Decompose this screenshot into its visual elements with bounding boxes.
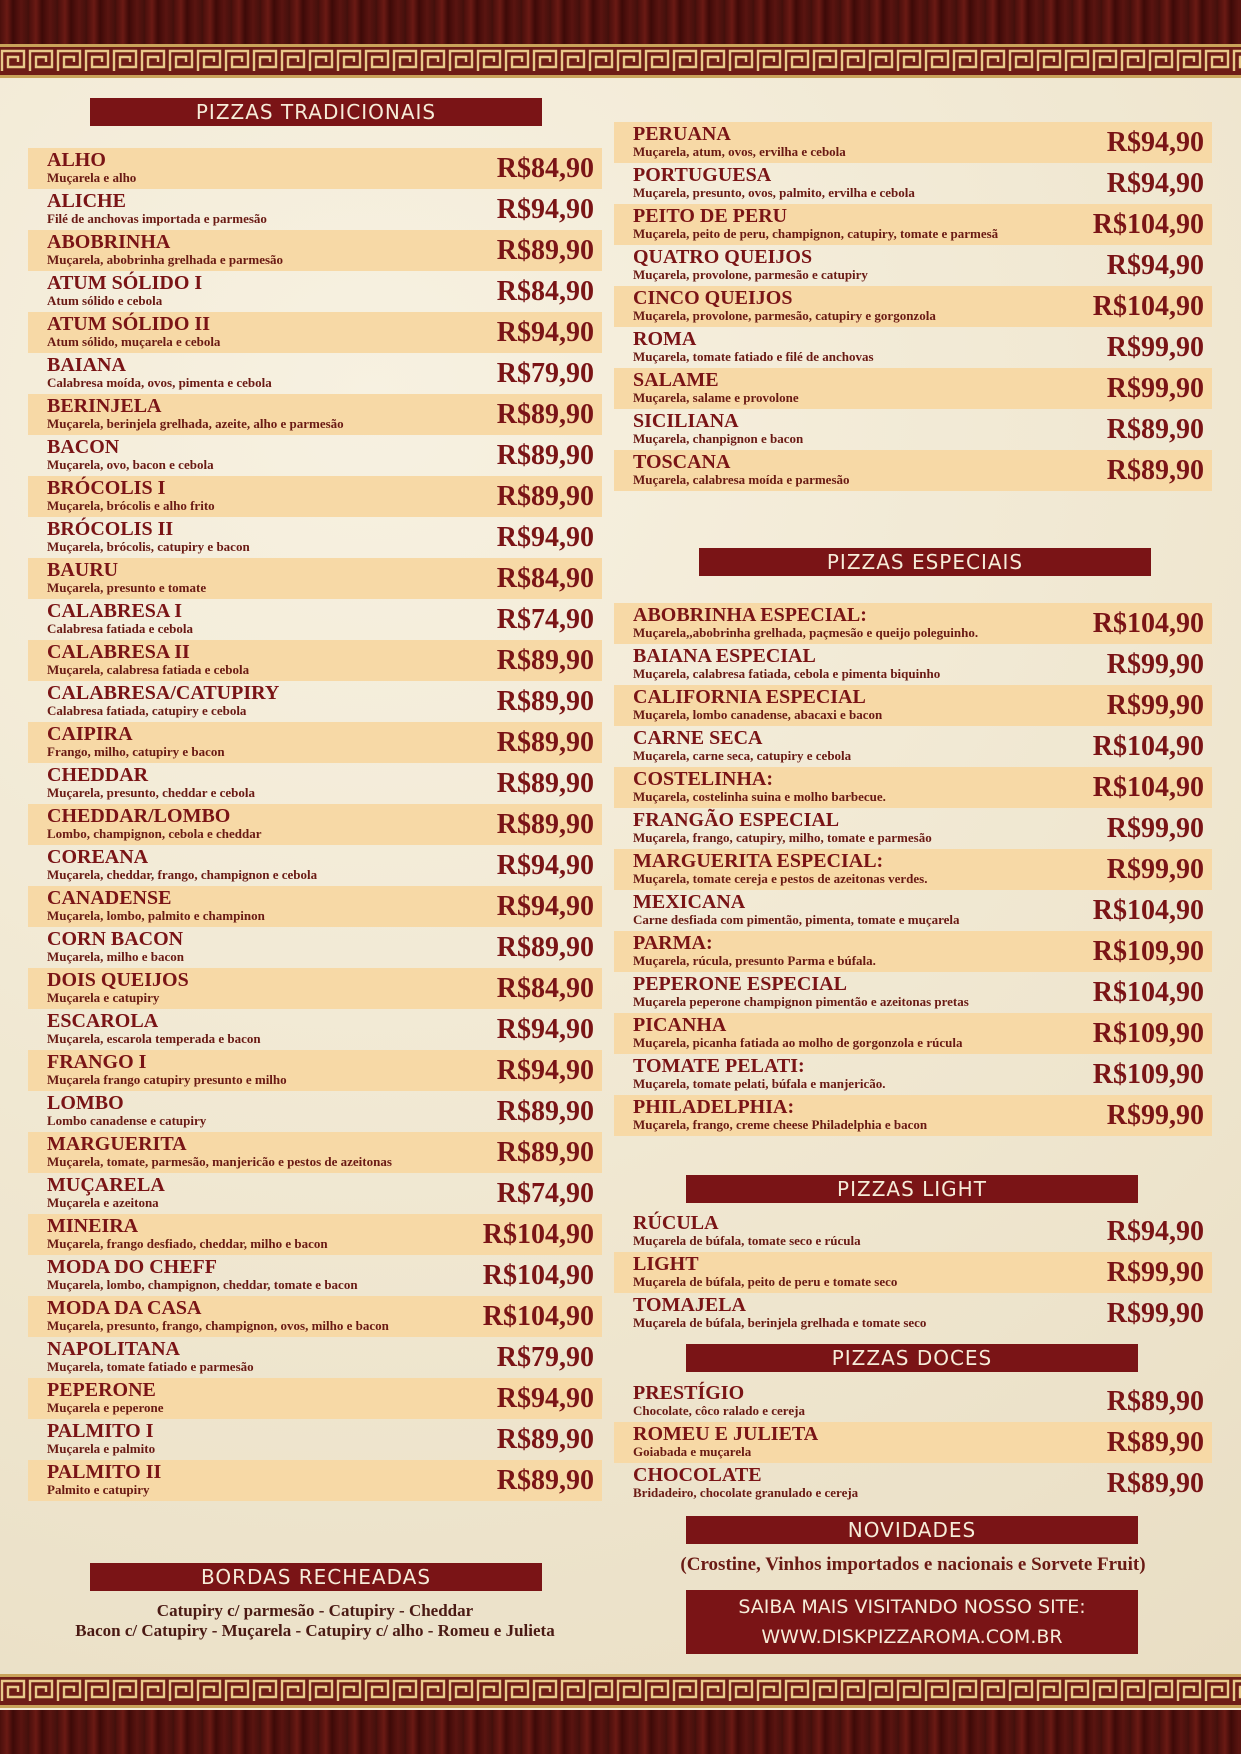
list-pizzas-doces	[614, 1381, 1212, 1504]
menu-item-row	[614, 1381, 1212, 1422]
menu-item-description: Muçarela de búfala, tomate seco e rúcula	[633, 1233, 861, 1248]
list-pizzas-tradicionais-continued	[614, 122, 1212, 491]
menu-item-price: R$89,90	[496, 481, 594, 512]
menu-item-row	[28, 271, 602, 312]
menu-item-description: Muçarela, presunto e tomate	[47, 580, 207, 595]
menu-item-description: Muçarela, brócolis e alho frito	[47, 498, 215, 513]
menu-item-description: Muçarela, peito de peru, champignon, catupiry, tomate e parmesã	[633, 226, 999, 241]
menu-item-description: Chocolate, côco ralado e cereja	[633, 1403, 805, 1418]
menu-item-row	[614, 931, 1212, 972]
menu-item-row	[28, 476, 602, 517]
menu-item-row	[614, 808, 1212, 849]
menu-item-name: BAURU	[47, 559, 119, 581]
menu-item-row	[614, 685, 1212, 726]
menu-item-name: PEITO DE PERU	[633, 205, 788, 227]
menu-item-price: R$104,90	[1092, 291, 1204, 322]
menu-item-description: Muçarela, ovo, bacon e cebola	[47, 457, 214, 472]
menu-item-description: Palmito e catupiry	[47, 1482, 150, 1497]
menu-item-row	[614, 1211, 1212, 1252]
menu-item-price: R$89,90	[496, 235, 594, 266]
menu-item-description: Muçarela e catupiry	[47, 990, 160, 1005]
menu-item-description: Muçarela peperone champignon pimentão e azeitonas pretas	[633, 994, 969, 1009]
website-box	[686, 1590, 1138, 1654]
list-pizzas-tradicionais	[28, 148, 602, 1501]
menu-item-row	[28, 1378, 602, 1419]
menu-item-price: R$104,90	[482, 1260, 594, 1291]
menu-item-description: Muçarela, picanha fatiada ao molho de gorgonzola e rúcula	[633, 1035, 963, 1050]
menu-item-price: R$94,90	[1106, 127, 1204, 158]
menu-item-row	[614, 890, 1212, 931]
menu-item-description: Muçarela, berinjela grelhada, azeite, alho e parmesão	[47, 416, 344, 431]
menu-item-name: CINCO QUEIJOS	[633, 287, 793, 309]
menu-item-price: R$104,90	[1092, 895, 1204, 926]
menu-item-name: ALHO	[47, 149, 106, 171]
menu-item-row	[614, 767, 1212, 808]
menu-item-price: R$89,90	[496, 1424, 594, 1455]
menu-item-row	[614, 1422, 1212, 1463]
menu-item-name: LOMBO	[47, 1092, 124, 1114]
menu-item-description: Muçarela, calabresa moída e parmesão	[633, 472, 850, 487]
menu-item-name: ABOBRINHA ESPECIAL:	[633, 604, 867, 626]
menu-item-row	[28, 1091, 602, 1132]
menu-item-description: Bridadeiro, chocolate granulado e cereja	[633, 1485, 859, 1500]
menu-item-name: MODA DA CASA	[47, 1297, 202, 1319]
menu-item-name: ESCAROLA	[47, 1010, 159, 1032]
menu-item-row	[28, 394, 602, 435]
menu-item-row	[28, 148, 602, 189]
menu-item-name: PHILADELPHIA:	[633, 1096, 795, 1118]
menu-item-name: PEPERONE ESPECIAL	[633, 973, 847, 995]
menu-item-row	[28, 763, 602, 804]
menu-item-description: Calabresa fatiada e cebola	[47, 621, 193, 636]
menu-item-description: Atum sólido, muçarela e cebola	[47, 334, 221, 349]
menu-item-price: R$89,90	[1106, 1468, 1204, 1499]
menu-item-name: PICANHA	[633, 1014, 727, 1036]
menu-item-description: Muçarela, frango, catupiry, milho, tomate e parmesão	[633, 830, 932, 845]
menu-item-row	[28, 722, 602, 763]
menu-item-row	[614, 1252, 1212, 1293]
menu-item-name: BAIANA	[47, 354, 126, 376]
menu-item-row	[614, 1095, 1212, 1136]
menu-item-name: CANADENSE	[47, 887, 172, 909]
menu-item-row	[28, 927, 602, 968]
menu-item-row	[28, 599, 602, 640]
menu-item-row	[28, 1009, 602, 1050]
menu-item-row	[28, 558, 602, 599]
menu-item-name: TOMATE PELATI:	[633, 1055, 805, 1077]
menu-item-description: Muçarela, chanpignon e bacon	[633, 431, 804, 446]
menu-item-name: NAPOLITANA	[47, 1338, 180, 1360]
menu-item-name: BERINJELA	[47, 395, 162, 417]
menu-item-row	[614, 245, 1212, 286]
menu-item-name: MUÇARELA	[47, 1174, 165, 1196]
menu-item-price: R$104,90	[482, 1301, 594, 1332]
menu-item-price: R$89,90	[496, 1465, 594, 1496]
menu-item-name: MARGUERITA ESPECIAL:	[633, 850, 884, 872]
menu-item-price: R$89,90	[496, 809, 594, 840]
menu-item-name: PORTUGUESA	[633, 164, 772, 186]
menu-item-description: Muçarela, provolone, parmesão e catupiry	[633, 267, 868, 282]
menu-item-description: Muçarela, lombo, champignon, cheddar, tomate e bacon	[47, 1277, 358, 1292]
list-pizzas-light	[614, 1211, 1212, 1334]
menu-item-row	[28, 1132, 602, 1173]
menu-item-price: R$99,90	[1106, 332, 1204, 363]
menu-item-price: R$79,90	[496, 358, 594, 389]
menu-item-price: R$94,90	[496, 317, 594, 348]
menu-item-row	[28, 640, 602, 681]
menu-item-row	[28, 968, 602, 1009]
menu-item-description: Muçarela,,abobrinha grelhada, paçmesão e queijo poleguinho.	[633, 625, 979, 640]
menu-item-price: R$99,90	[1106, 813, 1204, 844]
menu-item-price: R$99,90	[1106, 690, 1204, 721]
greek-key-border-top	[0, 44, 1241, 78]
menu-item-price: R$94,90	[496, 1014, 594, 1045]
menu-item-description: Muçarela, brócolis, catupiry e bacon	[47, 539, 250, 554]
menu-item-name: PERUANA	[633, 123, 731, 145]
menu-item-row	[28, 1050, 602, 1091]
menu-item-description: Muçarela e azeitona	[47, 1195, 159, 1210]
menu-item-price: R$109,90	[1092, 1059, 1204, 1090]
menu-item-description: Muçarela, frango, creme cheese Philadelphia e bacon	[633, 1117, 928, 1132]
menu-item-name: FRANGÃO ESPECIAL	[633, 809, 840, 831]
menu-item-price: R$94,90	[496, 194, 594, 225]
menu-item-name: PALMITO II	[47, 1461, 162, 1483]
menu-item-price: R$99,90	[1106, 373, 1204, 404]
menu-item-name: COSTELINHA:	[633, 768, 774, 790]
menu-item-row	[614, 122, 1212, 163]
menu-item-description: Muçarela, rúcula, presunto Parma e búfala.	[633, 953, 876, 968]
menu-item-description: Muçarela e peperone	[47, 1400, 164, 1415]
menu-item-description: Carne desfiada com pimentão, pimenta, tomate e muçarela	[633, 912, 960, 927]
menu-item-name: SICILIANA	[633, 410, 739, 432]
menu-item-row	[28, 230, 602, 271]
menu-item-row	[614, 204, 1212, 245]
menu-item-description: Calabresa fatiada, catupiry e cebola	[47, 703, 247, 718]
menu-item-price: R$89,90	[496, 686, 594, 717]
menu-item-row	[28, 681, 602, 722]
menu-item-row	[614, 1293, 1212, 1334]
menu-item-row	[28, 312, 602, 353]
menu-item-row	[614, 726, 1212, 767]
menu-item-name: PALMITO I	[47, 1420, 154, 1442]
menu-item-row	[614, 409, 1212, 450]
menu-item-name: TOSCANA	[633, 451, 731, 473]
menu-item-price: R$89,90	[496, 1096, 594, 1127]
menu-item-price: R$104,90	[1092, 977, 1204, 1008]
menu-item-description: Lombo, champignon, cebola e cheddar	[47, 826, 262, 841]
menu-item-price: R$94,90	[1106, 250, 1204, 281]
menu-item-description: Muçarela, calabresa fatiada e cebola	[47, 662, 250, 677]
menu-item-name: RÚCULA	[633, 1212, 719, 1234]
menu-item-description: Muçarela, presunto, cheddar e cebola	[47, 785, 255, 800]
menu-item-name: CORN BACON	[47, 928, 184, 950]
menu-item-name: CALIFORNIA ESPECIAL	[633, 686, 866, 708]
menu-item-name: BAIANA ESPECIAL	[633, 645, 816, 667]
wood-bottom-border	[0, 1710, 1241, 1754]
menu-item-price: R$89,90	[1106, 455, 1204, 486]
menu-item-row	[28, 1460, 602, 1501]
menu-item-row	[614, 1054, 1212, 1095]
menu-item-price: R$104,90	[482, 1219, 594, 1250]
menu-item-name: ABOBRINHA	[47, 231, 171, 253]
menu-item-name: ROMA	[633, 328, 697, 350]
menu-item-name: BACON	[47, 436, 120, 458]
menu-item-row	[614, 286, 1212, 327]
menu-item-price: R$89,90	[496, 932, 594, 963]
menu-item-row	[614, 1013, 1212, 1054]
menu-item-description: Muçarela, lombo canadense, abacaxi e bacon	[633, 707, 883, 722]
menu-item-price: R$99,90	[1106, 1100, 1204, 1131]
menu-item-row	[614, 368, 1212, 409]
menu-item-description: Muçarela, calabresa fatiada, cebola e pimenta biquinho	[633, 666, 941, 681]
menu-item-name: ROMEU E JULIETA	[633, 1423, 819, 1445]
menu-item-name: BRÓCOLIS I	[47, 477, 166, 499]
menu-item-price: R$109,90	[1092, 1018, 1204, 1049]
menu-item-name: MINEIRA	[47, 1215, 139, 1237]
menu-item-name: PEPERONE	[47, 1379, 156, 1401]
menu-item-description: Muçarela frango catupiry presunto e milho	[47, 1072, 287, 1087]
menu-item-description: Filé de anchovas importada e parmesão	[47, 211, 267, 226]
menu-item-description: Muçarela, tomate fatiado e parmesão	[47, 1359, 254, 1374]
menu-item-description: Muçarela de búfala, berinjela grelhada e tomate seco	[633, 1315, 927, 1330]
menu-item-name: ATUM SÓLIDO II	[47, 313, 210, 335]
menu-item-name: CALABRESA II	[47, 641, 190, 663]
menu-item-description: Muçarela, tomate, parmesão, manjericão e pestos de azeitonas	[47, 1154, 392, 1169]
menu-item-name: SALAME	[633, 369, 719, 391]
menu-item-description: Muçarela, atum, ovos, ervilha e cebola	[633, 144, 846, 159]
menu-item-row	[28, 845, 602, 886]
menu-item-price: R$104,90	[1092, 731, 1204, 762]
menu-item-description: Muçarela, tomate cereja e pestos de azeitonas verdes.	[633, 871, 928, 886]
menu-item-price: R$89,90	[496, 440, 594, 471]
menu-item-name: COREANA	[47, 846, 149, 868]
wood-top-border	[0, 0, 1241, 44]
menu-item-price: R$84,90	[496, 276, 594, 307]
menu-item-price: R$99,90	[1106, 1298, 1204, 1329]
menu-item-price: R$99,90	[1106, 649, 1204, 680]
menu-item-description: Goiabada e muçarela	[633, 1444, 752, 1459]
menu-item-price: R$79,90	[496, 1342, 594, 1373]
website-label: SAIBA MAIS VISITANDO NOSSO SITE:	[738, 1596, 1086, 1618]
menu-item-name: ALICHE	[47, 190, 126, 212]
menu-item-price: R$94,90	[496, 522, 594, 553]
menu-item-row	[614, 603, 1212, 644]
menu-item-price: R$84,90	[496, 973, 594, 1004]
menu-item-name: TOMAJELA	[633, 1294, 746, 1316]
menu-item-row	[614, 163, 1212, 204]
menu-item-row	[28, 353, 602, 394]
menu-item-price: R$84,90	[496, 563, 594, 594]
menu-item-row	[614, 327, 1212, 368]
menu-item-name: PRESTÍGIO	[633, 1382, 745, 1404]
menu-item-row	[28, 189, 602, 230]
menu-item-row	[28, 1296, 602, 1337]
menu-item-name: CHEDDAR	[47, 764, 149, 786]
menu-item-price: R$74,90	[496, 604, 594, 635]
menu-item-description: Muçarela, escarola temperada e bacon	[47, 1031, 261, 1046]
menu-item-description: Muçarela, lombo, palmito e champinon	[47, 908, 265, 923]
menu-item-description: Muçarela, presunto, ovos, palmito, ervilha e cebola	[633, 185, 915, 200]
menu-item-price: R$94,90	[1106, 1216, 1204, 1247]
menu-item-price: R$89,90	[1106, 1427, 1204, 1458]
menu-item-description: Calabresa moída, ovos, pimenta e cebola	[47, 375, 272, 390]
menu-item-row	[614, 849, 1212, 890]
menu-item-description: Muçarela, carne seca, catupiry e cebola	[633, 748, 852, 763]
menu-item-name: LIGHT	[633, 1253, 699, 1275]
banner-pizzas-especiais: PIZZAS ESPECIAIS	[699, 548, 1151, 576]
menu-item-name: MARGUERITA	[47, 1133, 187, 1155]
menu-item-name: CALABRESA/CATUPIRY	[47, 682, 280, 704]
banner-novidades: NOVIDADES	[686, 1516, 1138, 1544]
menu-item-price: R$99,90	[1106, 1257, 1204, 1288]
menu-item-description: Muçarela de búfala, peito de peru e tomate seco	[633, 1274, 898, 1289]
menu-item-price: R$94,90	[496, 891, 594, 922]
banner-pizzas-tradicionais: PIZZAS TRADICIONAIS	[90, 98, 542, 126]
menu-item-description: Muçarela, tomate pelati, búfala e manjericão.	[633, 1076, 886, 1091]
menu-item-price: R$89,90	[496, 399, 594, 430]
menu-item-description: Muçarela, presunto, frango, champignon, ovos, milho e bacon	[47, 1318, 389, 1333]
menu-item-price: R$104,90	[1092, 209, 1204, 240]
menu-item-price: R$104,90	[1092, 772, 1204, 803]
menu-item-price: R$109,90	[1092, 936, 1204, 967]
menu-item-row	[28, 1173, 602, 1214]
banner-pizzas-doces: PIZZAS DOCES	[686, 1344, 1138, 1372]
greek-key-border-bottom	[0, 1674, 1241, 1708]
menu-item-description: Muçarela, milho e bacon	[47, 949, 184, 964]
menu-item-price: R$89,90	[496, 727, 594, 758]
menu-item-price: R$89,90	[1106, 1386, 1204, 1417]
menu-item-row	[28, 1337, 602, 1378]
menu-item-description: Muçarela, provolone, parmesão, catupiry e gorgonzola	[633, 308, 936, 323]
menu-item-price: R$74,90	[496, 1178, 594, 1209]
menu-item-row	[28, 517, 602, 558]
menu-item-description: Frango, milho, catupiry e bacon	[47, 744, 225, 759]
menu-item-name: MEXICANA	[633, 891, 746, 913]
menu-item-row	[28, 435, 602, 476]
menu-item-description: Muçarela, cheddar, frango, champignon e cebola	[47, 867, 318, 882]
menu-item-price: R$89,90	[496, 768, 594, 799]
menu-item-name: CHEDDAR/LOMBO	[47, 805, 231, 827]
menu-item-price: R$94,90	[496, 850, 594, 881]
menu-item-name: MODA DO CHEFF	[47, 1256, 217, 1278]
banner-bordas-recheadas: BORDAS RECHEADAS	[90, 1563, 542, 1591]
menu-item-price: R$94,90	[496, 1383, 594, 1414]
menu-item-price: R$89,90	[1106, 414, 1204, 445]
menu-item-row	[614, 1463, 1212, 1504]
menu-item-name: ATUM SÓLIDO I	[47, 272, 203, 294]
menu-item-price: R$99,90	[1106, 854, 1204, 885]
menu-item-description: Muçarela, tomate fatiado e filé de anchovas	[633, 349, 874, 364]
menu-item-price: R$89,90	[496, 1137, 594, 1168]
menu-item-row	[614, 644, 1212, 685]
menu-item-name: DOIS QUEIJOS	[47, 969, 189, 991]
menu-item-name: QUATRO QUEIJOS	[633, 246, 813, 268]
list-pizzas-especiais	[614, 603, 1212, 1136]
menu-item-name: PARMA:	[633, 932, 713, 954]
menu-item-description: Atum sólido e cebola	[47, 293, 163, 308]
menu-item-description: Lombo canadense e catupiry	[47, 1113, 207, 1128]
menu-item-description: Muçarela, salame e provolone	[633, 390, 799, 405]
banner-pizzas-light: PIZZAS LIGHT	[686, 1175, 1138, 1203]
menu-item-description: Muçarela, frango desfiado, cheddar, milho e bacon	[47, 1236, 328, 1251]
menu-item-price: R$89,90	[496, 645, 594, 676]
menu-item-description: Muçarela, abobrinha grelhada e parmesão	[47, 252, 284, 267]
menu-item-row	[28, 886, 602, 927]
menu-item-row	[28, 1419, 602, 1460]
menu-item-row	[614, 972, 1212, 1013]
menu-item-price: R$94,90	[496, 1055, 594, 1086]
bordas-line-1: Catupiry c/ parmesão - Catupiry - Cheddar	[156, 1601, 474, 1620]
menu-item-price: R$104,90	[1092, 608, 1204, 639]
bordas-line-2: Bacon c/ Catupiry - Muçarela - Catupiry c/ alho - Romeu e Julieta	[75, 1621, 555, 1640]
menu-item-name: FRANGO I	[47, 1051, 147, 1073]
menu-item-row	[28, 804, 602, 845]
menu-item-row	[614, 450, 1212, 491]
menu-item-description: Muçarela, costelinha suina e molho barbecue.	[633, 789, 886, 804]
website-url: WWW.DISKPIZZAROMA.COM.BR	[761, 1626, 1063, 1648]
menu-item-name: CAIPIRA	[47, 723, 133, 745]
menu-item-name: CALABRESA I	[47, 600, 183, 622]
menu-item-price: R$94,90	[1106, 168, 1204, 199]
menu-item-row	[28, 1255, 602, 1296]
menu-item-price: R$84,90	[496, 153, 594, 184]
menu-item-row	[28, 1214, 602, 1255]
menu-item-name: BRÓCOLIS II	[47, 518, 174, 540]
menu-item-description: Muçarela e alho	[47, 170, 137, 185]
menu-item-description: Muçarela e palmito	[47, 1441, 156, 1456]
novidades-text: (Crostine, Vinhos importados e nacionais e Sorvete Fruit)	[680, 1554, 1146, 1575]
menu-item-name: CHOCOLATE	[633, 1464, 762, 1486]
menu-item-name: CARNE SECA	[633, 727, 763, 749]
